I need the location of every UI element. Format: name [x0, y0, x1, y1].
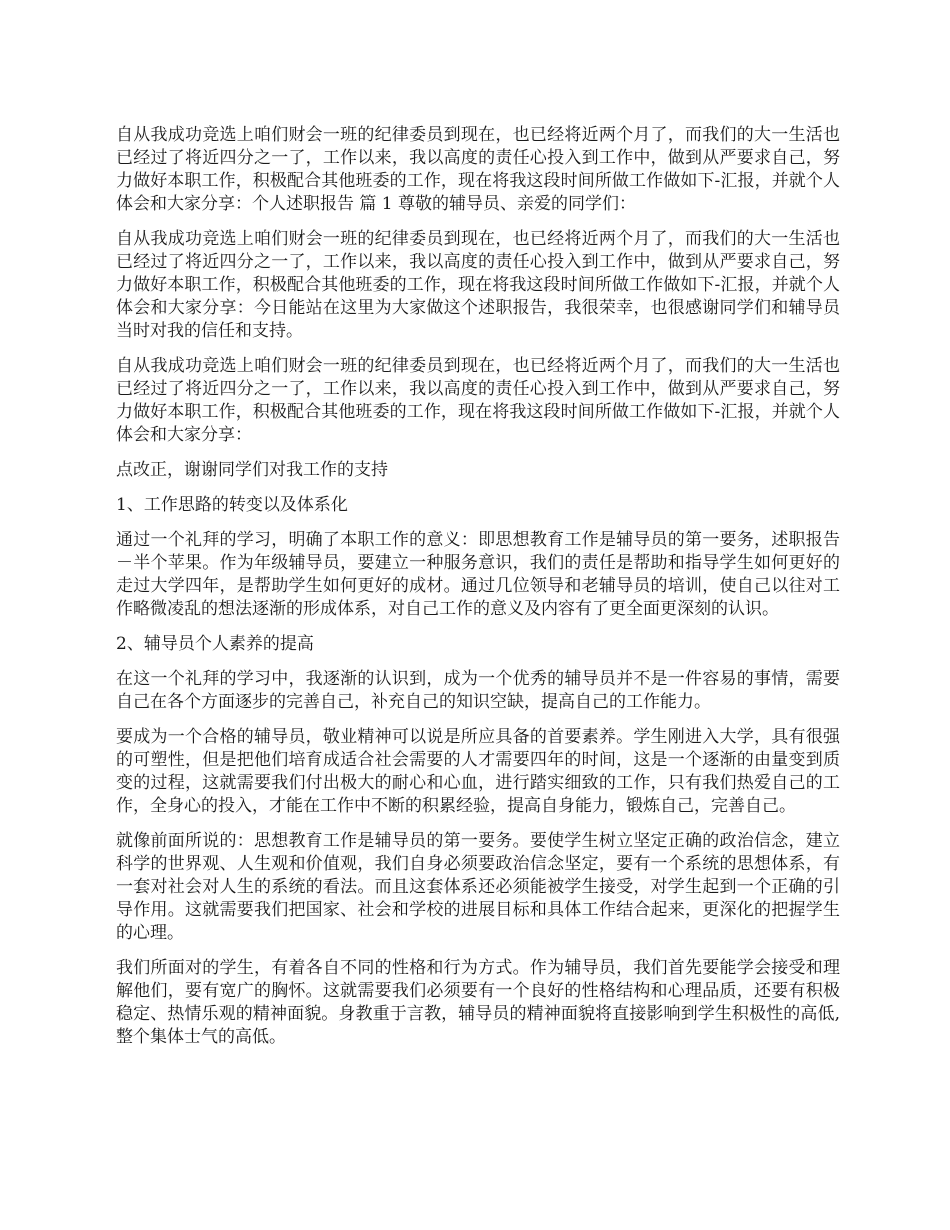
paragraph-section-2-b: 要成为一个合格的辅导员，敬业精神可以说是所应具备的首要素养。学生刚进入大学，具有很强的可塑性，但是把他们培育成适合社会需要的人才需要四年的时间，这是一个逐渐的由量变到质变的过程，这就需要我们付出极大的耐心和心血，进行踏实细致的工作，只有我们热爱自己的工作，全身心的投入，才能在工作中不断的积累经验，提高自身能力，锻炼自己，完善自己。	[116, 727, 840, 816]
paragraph-section-2-d: 我们所面对的学生，有着各自不同的性格和行为方式。作为辅导员，我们首先要能学会接受和理解他们，要有宽广的胸怀。这就需要我们必须要有一个良好的性格结构和心理品质，还要有积极稳定、热情乐观的精神面貌。身教重于言教，辅导员的精神面貌将直接影响到学生积极性的高低,整个集体士气的高低。	[116, 958, 840, 1047]
paragraph-intro-1: 自从我成功竞选上咱们财会一班的纪律委员到现在，也已经将近两个月了，而我们的大一生活也已经过了将近四分之一了，工作以来，我以高度的责任心投入到工作中，做到从严要求自己，努力做好本职工作，积极配合其他班委的工作，现在将我这段时间所做工作做如下-汇报，并就个人体会和大家分享：个人述职报告 篇 1 尊敬的辅导员、亲爱的同学们：	[116, 125, 840, 214]
section-heading-1: 1、工作思路的转变以及体系化	[116, 495, 348, 515]
paragraph-intro-2: 自从我成功竞选上咱们财会一班的纪律委员到现在，也已经将近两个月了，而我们的大一生活也已经过了将近四分之一了，工作以来，我以高度的责任心投入到工作中，做到从严要求自己，努力做好本职工作，积极配合其他班委的工作，现在将我这段时间所做工作做如下-汇报，并就个人体会和大家分享：今日能站在这里为大家做这个述职报告，我很荣幸，也很感谢同学们和辅导员当时对我的信任和支持。	[116, 229, 840, 341]
section-heading-2: 2、辅导员个人素养的提高	[116, 634, 314, 654]
paragraph-thanks: 点改正，谢谢同学们对我工作的支持	[116, 460, 388, 480]
document-body	[116, 124, 840, 1061]
paragraph-section-2-c: 就像前面所说的：思想教育工作是辅导员的第一要务。要使学生树立坚定正确的政治信念，建立科学的世界观、人生观和价值观，我们自身必须要政治信念坚定，要有一个系统的思想体系，有一套对社会对人生的系统的看法。而且这套体系还必须能被学生接受，对学生起到一个正确的引导作用。这就需要我们把国家、社会和学校的进展目标和具体工作结合起来，更深化的把握学生的心理。	[116, 831, 840, 943]
paragraph-intro-3: 自从我成功竞选上咱们财会一班的纪律委员到现在，也已经将近两个月了，而我们的大一生活也已经过了将近四分之一了，工作以来，我以高度的责任心投入到工作中，做到从严要求自己，努力做好本职工作，积极配合其他班委的工作，现在将我这段时间所做工作做如下-汇报，并就个人体会和大家分享：	[116, 356, 840, 445]
paragraph-section-1: 通过一个礼拜的学习，明确了本职工作的意义：即思想教育工作是辅导员的第一要务，述职报告－半个苹果。作为年级辅导员，要建立一种服务意识，我们的责任是帮助和指导学生如何更好的走过大学四年，是帮助学生如何更好的成材。通过几位领导和老辅导员的培训，使自己以往对工作略微凌乱的想法逐渐的形成体系，对自己工作的意义及内容有了更全面更深刻的认识。	[116, 530, 840, 619]
paragraph-section-2-a: 在这一个礼拜的学习中，我逐渐的认识到，成为一个优秀的辅导员并不是一件容易的事情，需要自己在各个方面逐步的完善自己，补充自己的知识空缺，提高自己的工作能力。	[116, 669, 840, 712]
